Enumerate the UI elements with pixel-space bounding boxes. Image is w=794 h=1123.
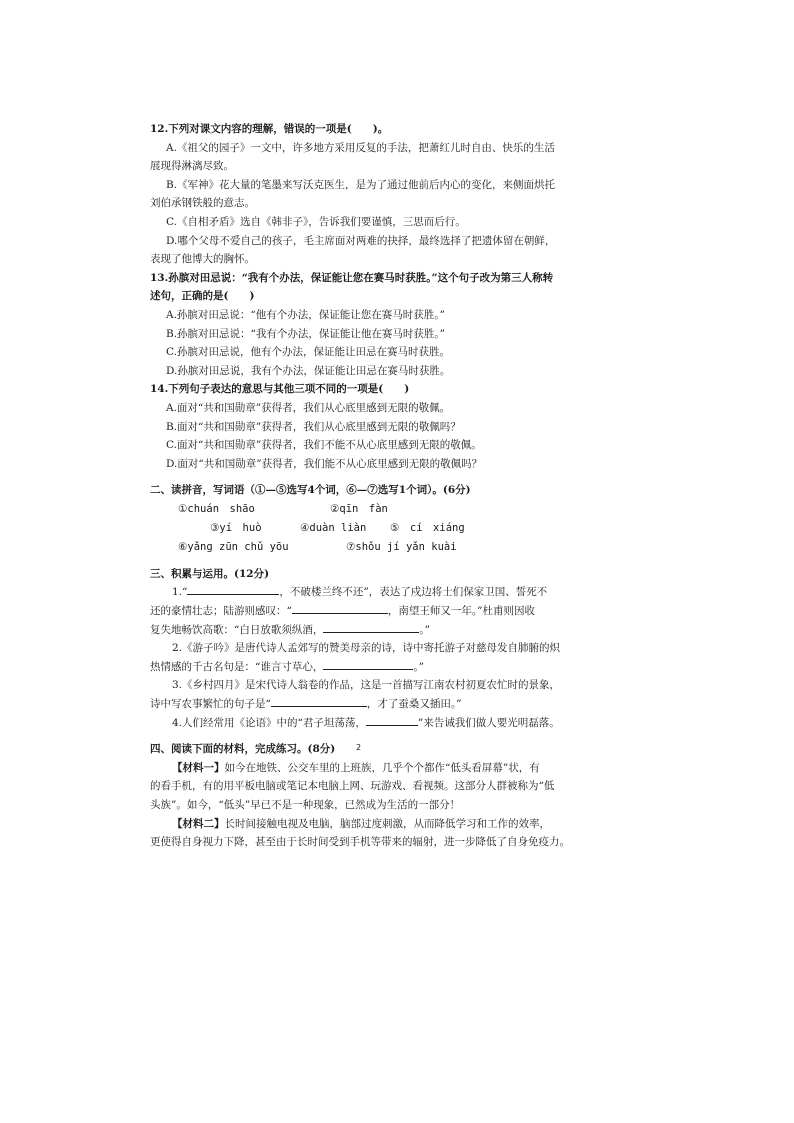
pinyin-row-3 (150, 538, 570, 557)
q14-option-a: A.面对“共和国勋章”获得者，我们从心底里感到无限的敬佩。 (166, 401, 451, 414)
q14-option-b: B.面对“共和国勋章”获得者，我们从心底里感到无限的敬佩吗？ (166, 420, 461, 433)
material-2-line1: 【材料二】长时间接触电视及电脑，脑部过度刺激，从而降低学习和工作的效率， (172, 817, 550, 830)
fill-item-2-line2: 热情感的千古名句是：“谁言寸草心， 。” (150, 658, 570, 677)
pinyin-row-2 (150, 519, 570, 538)
material-2-line2: 更使得自身视力下降，甚至由于长时间受到手机等带来的辐射，进一步降低了自身免疫力。 (150, 836, 570, 849)
material-1-line1: 【材料一】如今在地铁、公交车里的上班族，几乎个个都作“低头看屏幕”状，有 (172, 761, 540, 774)
page-number: 2 (356, 743, 362, 752)
fill-item-3-line2: 诗中写农事繁忙的句子是“ ，才了蚕桑又插田。” (150, 695, 570, 714)
material-2-tag: 【材料二】 (172, 817, 225, 830)
q12-option-b-line1: B.《军神》花大量的笔墨来写沃克医生，是为了通过他前后内心的变化，来侧面烘托 (166, 178, 556, 191)
pinyin-item-6: ⑥yǎng zūn chǔ yōu (178, 540, 289, 553)
pinyin-item-1: ①chuán shāo (178, 502, 255, 515)
q12-option-d-line2: 表现了他博大的胸怀。 (150, 253, 255, 266)
section-2-title: 二、读拼音，写词语（①—⑤选写4个词，⑥—⑦选写1个词）。(6分) (150, 484, 471, 497)
q12-option-a-line2: 展现得淋漓尽致。 (150, 160, 234, 173)
q13-option-b: B.孙膑对田忌说：“我有个办法，保证能让他在赛马时获胜。” (166, 327, 446, 340)
fill-blank-1[interactable] (187, 583, 279, 595)
fill-blank-3[interactable] (323, 621, 419, 633)
fill-item-1-line2: 还的豪情壮志；陆游则感叹：“ ，南望王师又一年。”杜甫则因收 (150, 602, 570, 621)
pinyin-item-2: ②qīn fàn (330, 502, 388, 515)
fill-item-2-line1: 2.《游子吟》是唐代诗人孟郊写的赞美母亲的诗，诗中寄托游子对慈母发自肺腑的炽 (172, 642, 561, 655)
pinyin-item-7: ⑦shǒu jí yǎn kuài (346, 540, 457, 553)
fill-item-3-line1: 3.《乡村四月》是宋代诗人翁卷的作品，这是一首描写江南农村初夏农忙时的景象， (172, 679, 561, 692)
exam-content (150, 120, 570, 852)
fill-item-1-line1: 1.“ ，不破楼兰终不还”，表达了戍边将士们保家卫国、誓死不 (150, 583, 570, 602)
fill-blank-6[interactable] (366, 714, 418, 726)
fill-blank-4[interactable] (323, 658, 413, 670)
q12-option-c: C.《自相矛盾》选自《韩非子》，告诉我们要谨慎，三思而后行。 (166, 215, 466, 228)
fill-blank-5[interactable] (271, 695, 367, 707)
q14-option-c: C.面对“共和国勋章”获得者，我们不能不从心底里感到无限的敬佩。 (166, 439, 482, 452)
question-13-stem-line2: 述句，正确的是( ) (150, 290, 255, 303)
fill-item-1-line3: 复失地畅饮高歌：“白日放歌须纵酒， 。” (150, 621, 570, 640)
q12-option-b-line2: 刘伯承钢铁般的意志。 (150, 197, 255, 210)
q13-option-d: D.孙膑对田忌说，我有个办法，保证能让田忌在赛马时获胜。 (166, 364, 451, 377)
pinyin-row-1 (150, 500, 570, 519)
question-14-stem: 14.下列句子表达的意思与其他三项不同的一项是( ) (150, 383, 410, 396)
material-1-tag: 【材料一】 (172, 761, 225, 774)
section-4-title: 四、阅读下面的材料，完成练习。(8分) (150, 743, 336, 756)
question-13-stem-line1: 13.孙膑对田忌说：“我有个办法，保证能让您在赛马时获胜。”这个句子改为第三人称转 (150, 271, 554, 284)
q13-option-c: C.孙膑对田忌说，他有个办法，保证能让田忌在赛马时获胜。 (166, 346, 450, 359)
fill-blank-2[interactable] (292, 602, 388, 614)
material-1-line2: 的看手机，有的用平板电脑或笔记本电脑上网、玩游戏、看视频。这部分人群被称为“低 (150, 780, 555, 793)
question-12-stem: 12.下列对课文内容的理解，错误的一项是( )。 (150, 123, 389, 135)
pinyin-item-5: ⑤ cí xiáng (390, 521, 465, 534)
q14-option-d: D.面对“共和国勋章”获得者，我们能不从心底里感到无限的敬佩吗？ (166, 457, 483, 470)
q12-option-d-line1: D.哪个父母不爱自己的孩子，毛主席面对两难的抉择，最终选择了把遗体留在朝鲜， (166, 234, 556, 247)
section-3-title: 三、积累与运用。(12分) (150, 567, 270, 580)
pinyin-item-4: ④duàn liàn (300, 521, 367, 534)
pinyin-item-3: ③yí huò (210, 521, 262, 534)
q12-option-a-line1: A.《祖父的园子》一文中，许多地方采用反复的手法，把萧红儿时自由、快乐的生活 (166, 141, 555, 154)
q13-option-a: A.孙膑对田忌说：“他有个办法，保证能让您在赛马时获胜。” (166, 308, 445, 321)
material-1-line3: 头族”。如今，“低头”早已不是一种现象，已然成为生活的一部分！ (150, 799, 461, 811)
fill-item-4: 4.人们经常用《论语》中的“君子坦荡荡， ”来告诫我们做人要光明磊落。 (150, 714, 570, 733)
